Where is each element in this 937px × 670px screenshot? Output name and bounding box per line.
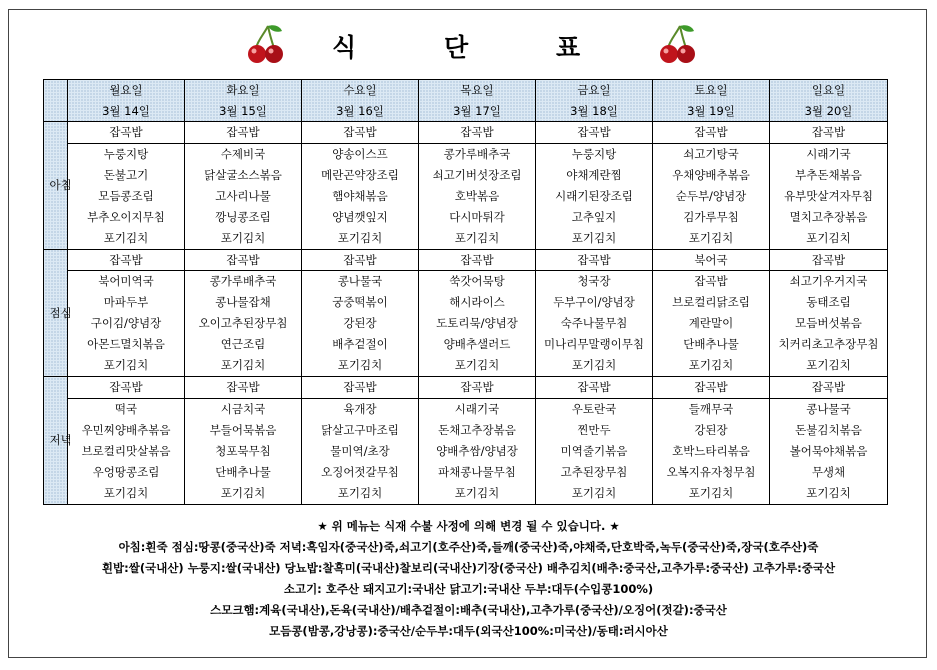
dish-item: 오징어젓갈무침 [321, 464, 399, 479]
dish-item: 돈불고기 [103, 167, 149, 182]
dish-item: 모듬콩조림 [98, 188, 154, 203]
rice-cell: 잡곡밥 [536, 249, 653, 271]
dish-cell [302, 143, 419, 249]
day-header: 토요일 3월 19일 [653, 80, 770, 122]
rice-cell: 잡곡밥 [653, 122, 770, 144]
dish-cell [419, 271, 536, 377]
dish-cell [653, 271, 770, 377]
dish-item: 치커리초고추장무침 [778, 337, 879, 351]
dish-item: 볼어묵야채볶음 [789, 443, 868, 458]
dish-item: 포기김치 [103, 230, 149, 245]
dish-item: 수제비국 [220, 146, 266, 161]
dish-item: 포기김치 [571, 485, 617, 500]
dish-item: 다시마튀각 [449, 209, 505, 224]
dish-item: 시래기국 [454, 401, 500, 416]
day-header: 금요일 3월 18일 [536, 80, 653, 122]
origin-line: 스모크햄:계육(국내산),돈육(국내산)/배추겉절이:배추(국내산),고추가루(중국산)/오징어(젓갈):중국산 [210, 603, 727, 617]
rice-cell: 잡곡밥 [68, 122, 185, 144]
dish-item: 포기김치 [806, 230, 851, 245]
dish-item: 고추된장무침 [560, 464, 628, 479]
dish-item: 돈채고추장볶음 [438, 422, 516, 437]
dish-item: 포기김치 [220, 358, 266, 372]
rice-cell: 잡곡밥 [770, 249, 888, 271]
day-header: 일요일 3월 20일 [770, 80, 888, 122]
day-header: 월요일 3월 14일 [68, 80, 185, 122]
dish-item: 깡닝콩조림 [215, 209, 271, 224]
dish-item: 포기김치 [103, 358, 149, 372]
dish-item: 콩가루배추국 [443, 146, 511, 161]
rice-cell: 잡곡밥 [185, 122, 302, 144]
rice-cell: 잡곡밥 [185, 249, 302, 271]
origin-line: 소고기: 호주산 돼지고기:국내산 닭고기:국내산 두부:대두(수입콩100%) [283, 582, 654, 596]
rice-row [44, 122, 888, 144]
dish-item: 콩나물잡채 [215, 295, 271, 309]
rice-row [44, 377, 888, 399]
dish-item: 시금치국 [220, 401, 266, 416]
dish-item: 양배추샐러드 [443, 337, 511, 351]
dish-item: 순두부/양념장 [675, 188, 747, 203]
dish-cell [419, 143, 536, 249]
title-char-2: 단 [444, 33, 469, 62]
rice-cell: 잡곡밥 [185, 377, 302, 399]
dish-item: 양송이스프 [332, 146, 388, 161]
rice-cell: 잡곡밥 [770, 377, 888, 399]
dish-item: 호박볶음 [454, 188, 500, 203]
dish-cell [653, 398, 770, 504]
cherry-icon-right [658, 22, 698, 66]
dish-cell [770, 271, 888, 377]
dish-row [44, 398, 888, 504]
origin-line: 흰밥:쌀(국내산) 누룽지:쌀(국내산) 당뇨밥:찰흑미(국내산)찰보리(국내산)기장(중국산) 배추김치(배추:중국산,고추가루:중국산) 고추가루:중국산 [101, 561, 836, 575]
origin-line: 아침:흰죽 점심:땅콩(중국산)죽 저녁:흑임자(중국산)죽,쇠고기(호주산)죽,들깨(중국산)죽,야채죽,단호박죽,녹두(중국산)죽,장국(호주산)죽 [118, 540, 819, 554]
dish-item: 무생채 [811, 464, 846, 479]
dish-item: 파채콩나물무침 [438, 464, 516, 479]
dish-item: 부추돈채볶음 [795, 167, 862, 182]
dish-item: 우채양배추볶음 [672, 167, 750, 182]
dish-item: 우엉땅콩조림 [92, 464, 160, 479]
notes [0, 516, 937, 642]
day-header: 화요일 3월 15일 [185, 80, 302, 122]
rice-cell: 잡곡밥 [419, 377, 536, 399]
dish-item: 포기김치 [337, 358, 383, 372]
dish-item: 궁중떡볶이 [332, 295, 388, 309]
meal-label-text: 점심 [49, 305, 72, 320]
dish-item: 두부구이/양념장 [553, 295, 635, 309]
dish-cell [302, 271, 419, 377]
dish-cell [68, 271, 185, 377]
meal-label-text: 아침 [49, 178, 72, 192]
dish-item: 부들어묵볶음 [209, 422, 277, 437]
meal-label-text: 저녁 [49, 433, 72, 447]
dish-item: 강된장 [694, 422, 728, 437]
menu-table [43, 79, 888, 505]
title-char-3: 표 [556, 33, 581, 62]
dish-item: 모듬버섯볶음 [795, 316, 862, 330]
dish-item: 햄야채볶음 [332, 188, 388, 203]
dish-item: 포기김치 [220, 485, 266, 500]
dish-cell [185, 398, 302, 504]
dish-item: 김가루무침 [683, 209, 739, 224]
dish-item: 육개장 [343, 401, 377, 416]
dish-item: 콩나물국 [806, 401, 851, 416]
day-header-row [44, 80, 888, 122]
dish-cell [770, 398, 888, 504]
dish-item: 포기김치 [337, 230, 383, 245]
dish-item: 고사리나물 [215, 188, 271, 203]
rice-cell: 잡곡밥 [419, 249, 536, 271]
rice-cell: 잡곡밥 [653, 377, 770, 399]
dish-item: 들깨무국 [688, 401, 734, 416]
dish-item: 단배추나물 [215, 464, 271, 479]
dish-cell [536, 143, 653, 249]
dish-item: 양배추쌈/양념장 [436, 443, 518, 458]
title-char-1: 식 [332, 33, 357, 62]
day-header: 수요일 3월 16일 [302, 80, 419, 122]
dish-cell [536, 271, 653, 377]
dish-item: 포기김치 [806, 358, 851, 372]
meal-label [44, 249, 72, 377]
dish-item: 우민찌양배추볶음 [81, 422, 171, 437]
corner-cell [44, 80, 68, 122]
dish-item: 물미역/초장 [330, 443, 390, 458]
rice-cell: 잡곡밥 [419, 122, 536, 144]
dish-cell [185, 143, 302, 249]
dish-cell [68, 398, 185, 504]
dish-item: 우토란국 [571, 401, 617, 416]
dish-item: 미나리무말랭이무침 [544, 337, 644, 351]
dish-item: 고추잎지 [571, 209, 617, 224]
dish-item: 아몬드멸치볶음 [87, 337, 165, 351]
rice-cell: 북어국 [653, 249, 770, 271]
rice-cell: 잡곡밥 [536, 122, 653, 144]
rice-row [44, 249, 888, 271]
dish-item: 배추겉절이 [332, 337, 388, 351]
dish-item: 연근조림 [220, 337, 266, 351]
dish-item: 찐만두 [577, 422, 611, 437]
dish-item: 멸치고추장볶음 [789, 209, 868, 224]
dish-item: 떡국 [114, 401, 138, 416]
rice-cell: 잡곡밥 [68, 249, 185, 271]
dish-item: 유부맛살겨자무침 [784, 188, 873, 203]
dish-item: 브로컬리닭조림 [672, 295, 750, 309]
dish-item: 콩가루배추국 [209, 274, 277, 288]
dish-item: 동태조림 [806, 295, 851, 309]
dish-item: 잡곡밥 [694, 274, 728, 288]
dish-item: 야채계란찜 [566, 167, 622, 182]
dish-item: 양념깻잎지 [332, 209, 388, 224]
rice-cell: 잡곡밥 [536, 377, 653, 399]
dish-item: 포기김치 [337, 485, 383, 500]
dish-item: 콩나물국 [337, 274, 383, 288]
dish-item: 시래기국 [806, 146, 851, 161]
cherry-icon-left [246, 22, 286, 66]
dish-item: 돈불김치볶음 [795, 422, 862, 437]
dish-cell [302, 398, 419, 504]
dish-item: 포기김치 [454, 358, 500, 372]
page-title [0, 22, 937, 66]
dish-item: 포기김치 [454, 485, 500, 500]
dish-item: 청국장 [577, 274, 611, 288]
dish-item: 포기김치 [688, 230, 734, 245]
rice-cell: 잡곡밥 [770, 122, 888, 144]
dish-row [44, 143, 888, 249]
dish-row [44, 271, 888, 377]
dish-item: 구이김/양념장 [90, 316, 162, 330]
dish-item: 포기김치 [688, 358, 734, 372]
dish-item: 미역줄기볶음 [560, 443, 628, 458]
dish-item: 청포묵무침 [215, 443, 271, 458]
dish-item: 포기김치 [571, 358, 617, 372]
dish-cell [185, 271, 302, 377]
dish-item: 쇠고기우거지국 [789, 274, 868, 288]
dish-cell [653, 143, 770, 249]
dish-item: 포기김치 [454, 230, 500, 245]
dish-item: 메란곤약장조림 [321, 167, 399, 182]
notice-line: ★ 위 메뉴는 식재 수불 사정에 의해 변경 될 수 있습니다. ★ [317, 519, 620, 533]
meal-label [44, 122, 72, 250]
dish-item: 포기김치 [571, 230, 617, 245]
rice-cell: 잡곡밥 [302, 249, 419, 271]
dish-item: 호박느타리볶음 [672, 443, 750, 458]
dish-item: 해시라이스 [449, 295, 505, 309]
dish-item: 오이고추된장무침 [198, 316, 288, 330]
dish-item: 쑥갓어묵탕 [449, 274, 505, 288]
dish-item: 브로컬리맛살볶음 [81, 443, 171, 458]
dish-item: 오복지유자청무침 [666, 464, 756, 479]
origin-line: 모듬콩(밤콩,강낭콩):중국산/순두부:대두(외국산100%:미국산)/동태:러시아산 [269, 624, 668, 638]
dish-item: 포기김치 [220, 230, 266, 245]
dish-item: 계란말이 [688, 316, 734, 330]
rice-cell: 잡곡밥 [302, 122, 419, 144]
dish-item: 강된장 [343, 316, 377, 330]
dish-cell [419, 398, 536, 504]
dish-item: 숙주나물무침 [560, 316, 628, 330]
dish-item: 단배추나물 [683, 337, 739, 351]
rice-cell: 잡곡밥 [68, 377, 185, 399]
dish-cell [770, 143, 888, 249]
dish-item: 포기김치 [103, 485, 149, 500]
dish-item: 닭살고구마조림 [321, 422, 399, 437]
dish-item: 누룽지탕 [103, 146, 149, 161]
dish-cell [68, 143, 185, 249]
dish-item: 포기김치 [688, 485, 734, 500]
dish-item: 부추오이지무침 [87, 209, 165, 224]
rice-cell: 잡곡밥 [302, 377, 419, 399]
dish-item: 마파두부 [103, 295, 149, 309]
dish-item: 포기김치 [806, 485, 851, 500]
dish-item: 쇠고기버섯장조림 [432, 167, 522, 182]
dish-item: 시래기된장조림 [555, 188, 633, 203]
day-header: 목요일 3월 17일 [419, 80, 536, 122]
dish-item: 도토리묵/양념장 [436, 316, 518, 330]
dish-item: 닭살굴소스볶음 [204, 167, 282, 182]
dish-item: 쇠고기탕국 [683, 146, 739, 161]
dish-cell [536, 398, 653, 504]
dish-item: 누룽지탕 [571, 146, 617, 161]
dish-item: 북어미역국 [98, 274, 154, 288]
meal-label [44, 377, 72, 505]
